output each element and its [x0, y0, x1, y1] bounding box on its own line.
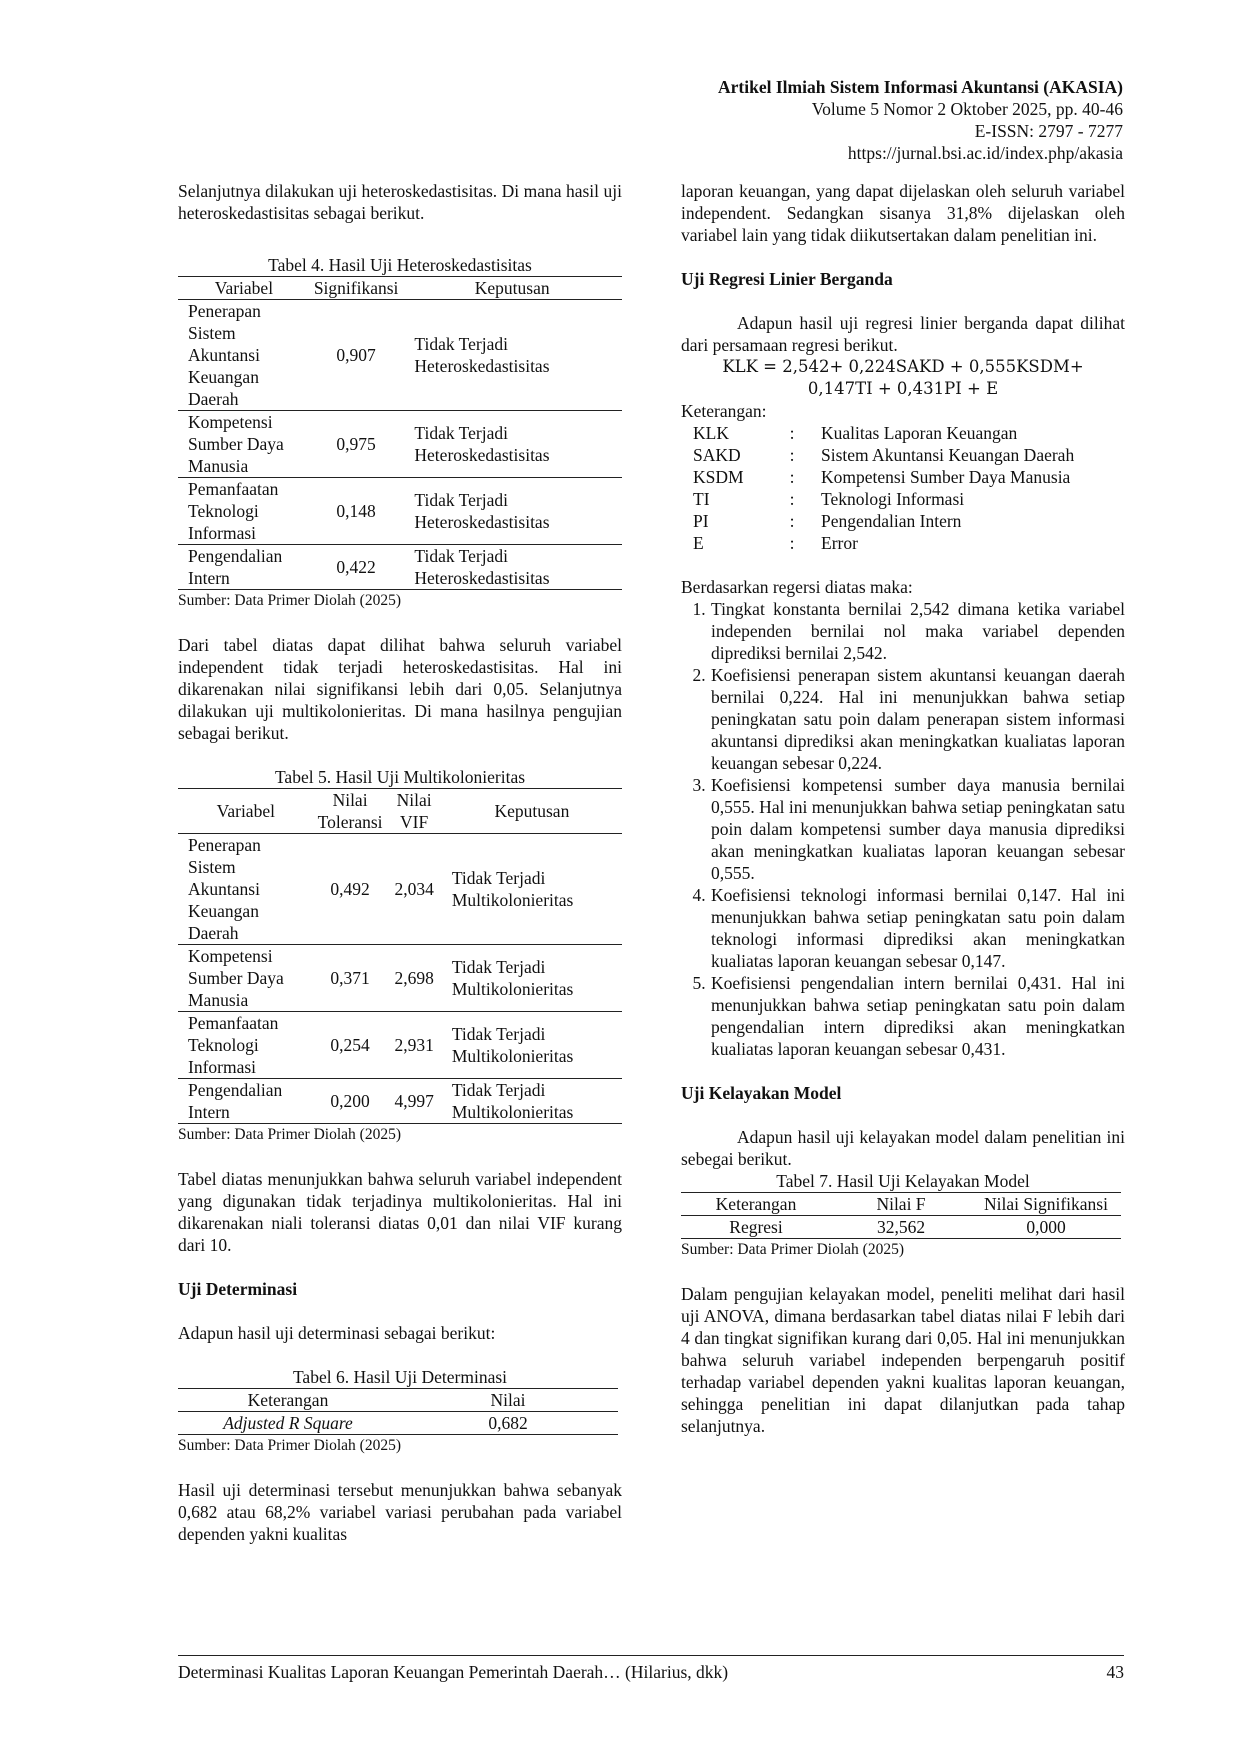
paragraph-berdasarkan: Berdasarkan regersi diatas maka:	[681, 577, 913, 597]
separator: :	[789, 511, 795, 531]
description: Pengendalian Intern	[821, 511, 962, 531]
left-column	[178, 180, 622, 1545]
page-footer	[178, 1655, 1124, 1683]
table7-caption: Tabel 7. Hasil Uji Kelayakan Model	[776, 1171, 1030, 1191]
journal-volume: Volume 5 Nomor 2 Oktober 2025, pp. 40-46	[811, 99, 1123, 119]
footer-title: Determinasi Kualitas Laporan Keuangan Pemerintah Daerah… (Hilarius, dkk)	[178, 1662, 729, 1682]
table-row	[178, 300, 622, 411]
table-cell: 32,562	[876, 1217, 926, 1237]
table-header: Signifikansi	[310, 277, 403, 300]
table-cell: Tidak Terjadi Heteroskedastisitas	[402, 411, 622, 478]
table6-determinasi	[178, 1388, 618, 1435]
journal-title: Artikel Ilmiah Sistem Informasi Akuntansi (AKASIA)	[718, 77, 1123, 97]
table7-source: Sumber: Data Primer Diolah (2025)	[681, 1241, 904, 1258]
table-row	[178, 545, 622, 590]
table-cell: 0,148	[310, 478, 403, 545]
abbr: KLK	[693, 423, 729, 443]
abbr: TI	[693, 489, 710, 509]
table-cell: Tidak Terjadi Heteroskedastisitas	[402, 545, 622, 590]
table-header: Variabel	[178, 789, 314, 834]
table-row	[178, 411, 622, 478]
description: Kompetensi Sumber Daya Manusia	[821, 467, 1071, 487]
table-cell: Pengendalian Intern	[178, 545, 310, 590]
table-cell: 2,034	[394, 879, 434, 899]
table-header: Nilai	[398, 1389, 618, 1412]
table-row	[178, 945, 622, 1012]
heading-uji-determinasi: Uji Determinasi	[178, 1279, 298, 1299]
table-cell: Pemanfaatan Teknologi Informasi	[178, 478, 310, 545]
table-cell: Penerapan Sistem Akuntansi Keuangan Daerah	[188, 301, 261, 409]
table-cell: Tidak Terjadi Heteroskedastisitas	[402, 478, 622, 545]
table-cell: Pengendalian Intern	[178, 1079, 314, 1124]
table5-caption: Tabel 5. Hasil Uji Multikolonieritas	[274, 767, 526, 787]
paragraph-heteroskedastisitas-result: Dari tabel diatas dapat dilihat bahwa seluruh variabel independent tidak terjadi heteroskedastisitas. Hal ini dikarenakan nilai signifikansi lebih dari 0,05. Selanjutnya dilakukan uji multikolonieritas. Di mana hasilnya pengujian sebagai berikut.	[178, 635, 622, 743]
list-item	[681, 510, 1125, 532]
keterangan-list	[681, 422, 1125, 554]
list-item	[681, 466, 1125, 488]
list-item: 1. Tingkat konstanta bernilai 2,542 dimana ketika variabel independen bernilai nol maka variabel dependen diprediksi bernilai 2,542.	[710, 598, 1125, 664]
table-row	[178, 1412, 618, 1435]
table-cell: Kompetensi Sumber Daya Manusia	[178, 411, 310, 478]
table-row	[178, 1079, 622, 1124]
table4-source: Sumber: Data Primer Diolah (2025)	[178, 592, 401, 609]
separator: :	[789, 445, 795, 465]
journal-header	[718, 76, 1123, 164]
list-item: 5. Koefisiensi pengendalian intern bernilai 0,431. Hal ini menunjukkan bahwa setiap peningkatan satu poin dalam pengendalian intern diprediksi akan meningkatkan kualiatas laporan keuangan sebesar 0,431.	[710, 972, 1125, 1060]
table-row	[178, 1012, 622, 1079]
table-header: Keputusan	[442, 789, 622, 834]
separator: :	[789, 467, 795, 487]
separator: :	[789, 489, 795, 509]
table-cell: Kompetensi Sumber Daya Manusia	[178, 945, 314, 1012]
list-item: 3. Koefisiensi kompetensi sumber daya manusia bernilai 0,555. Hal ini menunjukkan bahwa setiap peningkatan satu poin dalam kompetensi sumber daya manusia diprediksi akan meningkatkan kualiatas laporan keuangan sebesar 0,555.	[710, 774, 1125, 884]
table4-caption: Tabel 4. Hasil Uji Heteroskedastisitas	[268, 255, 532, 275]
abbr: KSDM	[693, 467, 744, 487]
table-cell: 0,682	[488, 1413, 528, 1433]
table-cell: 0,975	[310, 411, 403, 478]
heading-uji-kelayakan: Uji Kelayakan Model	[681, 1083, 842, 1103]
regression-equation-line2: 0,147TI + 0,431PI + E	[807, 379, 999, 398]
list-item	[681, 488, 1125, 510]
separator: :	[789, 423, 795, 443]
paragraph-regresi-intro: Adapun hasil uji regresi linier berganda dapat dilihat dari persamaan regresi berikut.	[681, 313, 1125, 355]
table7-kelayakan-model	[681, 1192, 1121, 1239]
table-header: Keterangan	[681, 1193, 831, 1216]
table-cell: 2,931	[387, 1012, 442, 1079]
list-item	[681, 444, 1125, 466]
journal-issn: E-ISSN: 2797 - 7277	[974, 121, 1123, 141]
table-cell: 2,698	[387, 945, 442, 1012]
table6-source: Sumber: Data Primer Diolah (2025)	[178, 1437, 401, 1454]
table-header: Keterangan	[178, 1389, 398, 1412]
table-cell: 0,371	[314, 945, 387, 1012]
paragraph-intro: Selanjutnya dilakukan uji heteroskedastisitas. Di mana hasil uji heteroskedastisitas sebagai berikut.	[178, 181, 622, 223]
paragraph-kelayakan-intro: Adapun hasil uji kelayakan model dalam penelitian ini sebegai berikut.	[681, 1127, 1125, 1169]
description: Teknologi Informasi	[821, 489, 965, 509]
list-item: 2. Koefisiensi penerapan sistem akuntansi keuangan daerah bernilai 0,224. Hal ini menunjukkan bahwa setiap peningkatan satu poin dalam penerapan sistem informasi akuntansi diprediksi akan meningkatkan kualiatas laporan keuangan sebesar 0,224.	[710, 664, 1125, 774]
keterangan-label: Keterangan:	[681, 401, 767, 421]
description: Kualitas Laporan Keuangan	[821, 423, 1018, 443]
table-cell: Adjusted R Square	[223, 1413, 353, 1433]
list-item	[681, 422, 1125, 444]
abbr: SAKD	[693, 445, 741, 465]
abbr: E	[693, 533, 704, 553]
list-item	[681, 532, 1125, 554]
coefficient-list	[681, 598, 1125, 1060]
table-cell: 0,000	[1026, 1217, 1066, 1237]
table-header: Nilai Toleransi	[314, 789, 387, 834]
table-row	[178, 834, 622, 945]
table-header: Keputusan	[402, 277, 622, 300]
paragraph-determinasi-result: Hasil uji determinasi tersebut menunjukkan bahwa sebanyak 0,682 atau 68,2% variabel variasi perubahan pada variabel dependen yakni kualitas	[178, 1480, 622, 1544]
list-item: 4. Koefisiensi teknologi informasi bernilai 0,147. Hal ini menunjukkan bahwa setiap peningkatan satu poin dalam teknologi informasi diprediksi akan meningkatkan kualiatas laporan keuangan sebesar 0,147.	[710, 884, 1125, 972]
table-cell: Tidak Terjadi Multikolonieritas	[442, 945, 622, 1012]
table-header: Nilai F	[831, 1193, 971, 1216]
abbr: PI	[693, 511, 709, 531]
regression-equation-line1: KLK = 2,542+ 0,224SAKD + 0,555KSDM+	[722, 357, 1084, 376]
separator: :	[789, 533, 795, 553]
table-cell: 0,254	[314, 1012, 387, 1079]
table5-multikolonieritas	[178, 788, 622, 1124]
table-row	[681, 1216, 1121, 1239]
table-row	[178, 478, 622, 545]
paragraph-determinasi-intro: Adapun hasil uji determinasi sebagai berikut:	[178, 1323, 496, 1343]
table-cell: Regresi	[729, 1217, 783, 1237]
right-column	[681, 180, 1125, 1437]
description: Sistem Akuntansi Keuangan Daerah	[821, 445, 1075, 465]
table-cell: Tidak Terjadi Multikolonieritas	[442, 1079, 622, 1124]
table-cell: 4,997	[387, 1079, 442, 1124]
table-cell: 0,492	[330, 879, 370, 899]
table-cell: Pemanfaatan Teknologi Informasi	[178, 1012, 314, 1079]
table-cell: Tidak Terjadi Multikolonieritas	[451, 868, 574, 910]
page-number: 43	[1106, 1662, 1124, 1682]
table4-heteroskedastisitas	[178, 276, 622, 590]
table-header: Variabel	[178, 277, 310, 300]
table-cell: 0,422	[310, 545, 403, 590]
heading-regresi-linier: Uji Regresi Linier Berganda	[681, 269, 893, 289]
table-header: Nilai Signifikansi	[971, 1193, 1121, 1216]
table-cell: Tidak Terjadi Multikolonieritas	[442, 1012, 622, 1079]
description: Error	[821, 533, 858, 553]
table-cell: Penerapan Sistem Akuntansi Keuangan Daerah	[188, 835, 261, 943]
table-cell: 0,200	[314, 1079, 387, 1124]
paragraph-kelayakan-result: Dalam pengujian kelayakan model, peneliti melihat dari hasil uji ANOVA, dimana berdasarkan tabel diatas nilai F lebih dari 4 dan tingkat signifikan kurang dari 0,05. Hal ini menunjukkan bahwa seluruh variabel independen berpengaruh positif terhadap variabel dependen yakni kualitas laporan keuangan, sehingga penelitian ini dapat dilanjutkan pada tahap selanjutnya.	[681, 1284, 1125, 1436]
journal-url[interactable]: https://jurnal.bsi.ac.id/index.php/akasia	[847, 143, 1123, 163]
table5-source: Sumber: Data Primer Diolah (2025)	[178, 1126, 401, 1143]
table6-caption: Tabel 6. Hasil Uji Determinasi	[292, 1367, 508, 1387]
table-cell: 0,907	[336, 345, 376, 365]
table-header: Nilai VIF	[387, 789, 442, 834]
paragraph-determinasi-continued: laporan keuangan, yang dapat dijelaskan oleh seluruh variabel independent. Sedangkan sisanya 31,8% dijelaskan oleh variabel lain yang tidak diikutsertakan dalam penelitian ini.	[681, 181, 1125, 245]
paragraph-multikolonieritas-result: Tabel diatas menunjukkan bahwa seluruh variabel independent yang digunakan tidak terjadinya multikolonieritas. Hal ini dikarenakan niali toleransi diatas 0,01 dan nilai VIF kurang dari 10.	[178, 1169, 622, 1255]
table-cell: Tidak Terjadi Heteroskedastisitas	[414, 334, 550, 376]
